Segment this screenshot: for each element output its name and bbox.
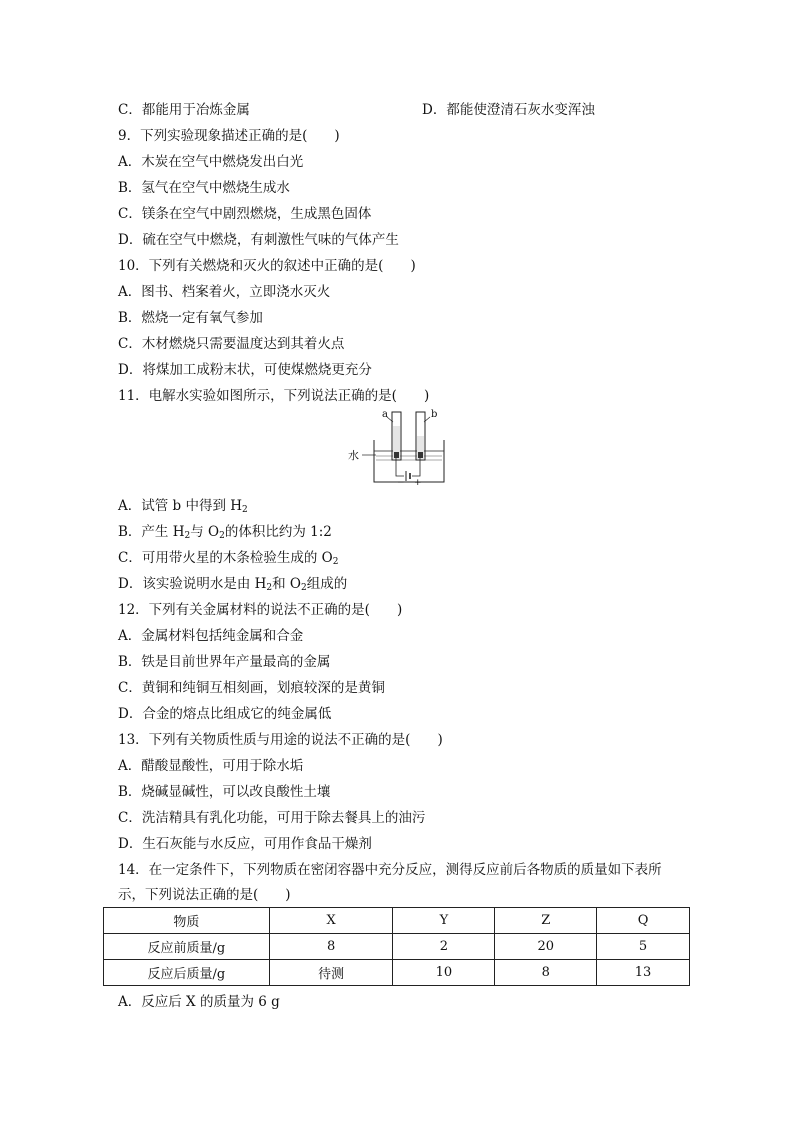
q12-option-d: D．合金的熔点比组成它的纯金属低 [118, 706, 332, 722]
q11-option-c [118, 549, 338, 567]
electrode-b [418, 452, 423, 458]
table-cell: 10 [393, 960, 495, 986]
q14-stem-line2: 示，下列说法正确的是( ) [118, 887, 291, 903]
label-b: b [431, 409, 438, 420]
label-minus: − [397, 478, 405, 488]
q14-option-a: A．反应后 X 的质量为 6 g [118, 994, 280, 1010]
table-cell: 2 [393, 934, 495, 960]
q12-option-a: A．金属材料包括纯金属和合金 [118, 628, 304, 644]
q11-stem: 11．电解水实验如图所示，下列说法正确的是( ) [118, 388, 430, 404]
q10-option-a: A．图书、档案着火，立即浇水灭火 [118, 284, 331, 300]
q11-option-c-text: C．可用带火星的木条检验生成的 O [118, 550, 333, 566]
q11-option-a [118, 497, 248, 515]
q11-option-b [118, 523, 332, 541]
table-cell: 8 [269, 934, 393, 960]
q9-stem: 9．下列实验现象描述正确的是( ) [118, 128, 340, 144]
q11-option-d-text-2: 和 O [272, 576, 301, 592]
table-row [104, 960, 690, 986]
label-a: a [382, 409, 388, 420]
q12-option-c: C．黄铜和纯铜互相刻画，划痕较深的是黄铜 [118, 680, 385, 696]
q10-option-d: D．将煤加工成粉末状，可使煤燃烧更充分 [118, 362, 372, 378]
table-header-row [104, 908, 690, 934]
table-cell: 8 [495, 960, 597, 986]
electrode-a [394, 452, 399, 458]
subscript: 2 [332, 557, 339, 567]
q9-option-d: D．硫在空气中燃烧，有刺激性气味的气体产生 [118, 232, 399, 248]
table-cell: 待测 [269, 960, 393, 986]
q14-stem-line1: 14．在一定条件下，下列物质在密闭容器中充分反应，测得反应前后各物质的质量如下表所 [118, 862, 662, 878]
q12-option-b: B．铁是目前世界年产量最高的金属 [118, 654, 331, 670]
q13-option-c: C．洗洁精具有乳化功能，可用于除去餐具上的油污 [118, 810, 426, 826]
q8-option-c: C．都能用于冶炼金属 [118, 102, 250, 118]
q10-option-c: C．木材燃烧只需要温度达到其着火点 [118, 336, 345, 352]
table-header-cell: X [269, 908, 393, 934]
table-header-cell: Q [597, 908, 690, 934]
table-header-cell: Y [393, 908, 495, 934]
wire-positive [412, 458, 420, 476]
q11-option-d-text-3: 组成的 [306, 576, 348, 592]
table-cell: 反应后质量/g [104, 960, 270, 986]
q10-option-b: B．燃烧一定有氧气参加 [118, 310, 263, 326]
table-cell: 5 [597, 934, 690, 960]
subscript: 2 [266, 583, 273, 593]
table-header-cell: Z [495, 908, 597, 934]
q8-option-d: D．都能使澄清石灰水变浑浊 [422, 102, 595, 118]
q11-option-d [118, 575, 347, 593]
water-hatching [376, 456, 442, 460]
q12-stem: 12．下列有关金属材料的说法不正确的是( ) [118, 602, 403, 618]
q11-option-a-text: A．试管 b 中得到 H [118, 498, 243, 514]
q9-option-a: A．木炭在空气中燃烧发出白光 [118, 154, 304, 170]
q11-option-b-text-2: 与 O [190, 524, 220, 540]
q13-stem: 13．下列有关物质性质与用途的说法不正确的是( ) [118, 732, 443, 748]
subscript: 2 [242, 505, 248, 515]
subscript: 2 [184, 531, 191, 541]
q10-stem: 10．下列有关燃烧和灭火的叙述中正确的是( ) [118, 258, 416, 274]
table-cell: 13 [597, 960, 690, 986]
table-header-cell: 物质 [104, 908, 270, 934]
q13-option-d: D．生石灰能与水反应，可用作食品干燥剂 [118, 836, 372, 852]
q11-option-b-text-1: B．产生 H [118, 524, 185, 540]
subscript: 2 [219, 531, 225, 541]
label-plus: + [414, 478, 422, 488]
q11-option-b-text-3: 的体积比约为 1:2 [224, 524, 332, 540]
q11-option-d-text-1: D．该实验说明水是由 H [118, 576, 267, 592]
table-row [104, 934, 690, 960]
wire-negative [396, 458, 404, 476]
q9-option-b: B．氢气在空气中燃烧生成水 [118, 180, 290, 196]
q13-option-a: A．醋酸显酸性，可用于除水垢 [118, 758, 304, 774]
table-cell: 反应前质量/g [104, 934, 270, 960]
electrolysis-diagram [340, 406, 450, 488]
label-water: 水 [348, 449, 359, 462]
q13-option-b: B．烧碱显碱性，可以改良酸性土壤 [118, 784, 331, 800]
q9-option-c: C．镁条在空气中剧烈燃烧，生成黑色固体 [118, 206, 372, 222]
table-cell: 20 [495, 934, 597, 960]
trough-outline [374, 440, 444, 482]
subscript: 2 [300, 583, 307, 593]
mass-table [103, 907, 690, 986]
